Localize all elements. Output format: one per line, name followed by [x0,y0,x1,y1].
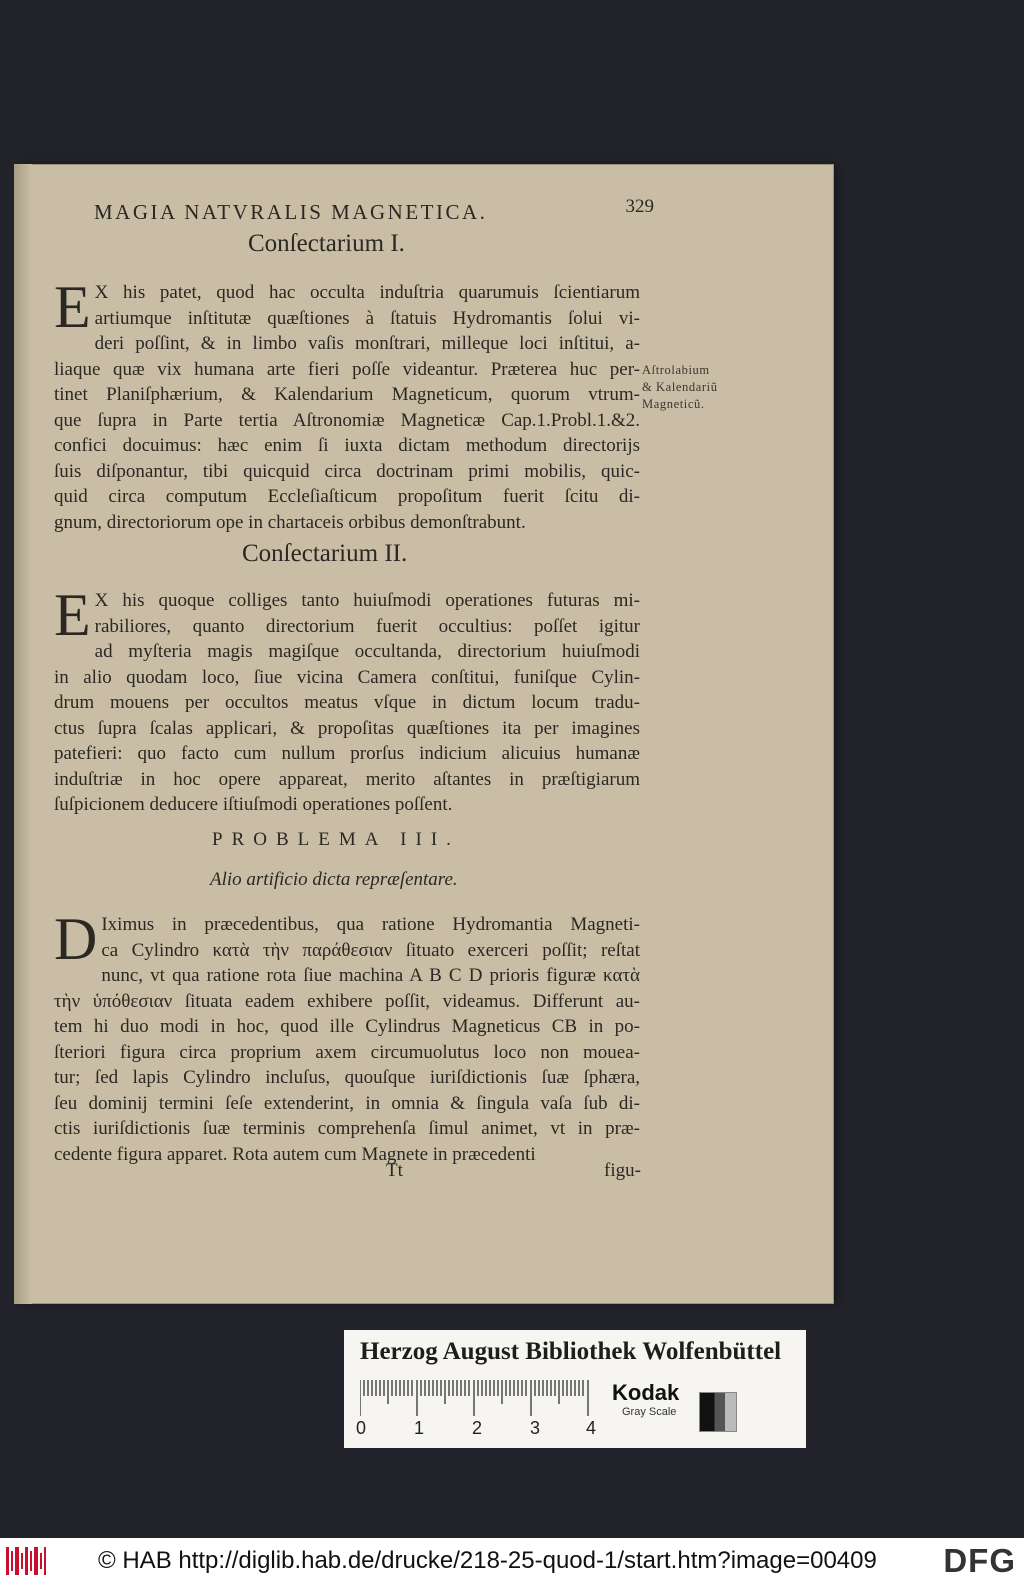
problem-body [54,906,640,1167]
catchword: figu- [604,1160,641,1181]
copyright-link[interactable]: © HAB http://diglib.hab.de/drucke/218-25-quod-1/start.htm?image=00409 [98,1547,877,1574]
footer-bar [0,1538,1024,1582]
ruler-number: 4 [586,1418,597,1438]
text-line: induſtriæ in hoc opere appareat, merito aſtantes in præſtigiarum [54,768,640,790]
text-line: ad myſteria magis magiſque occultanda, directorium huiuſmodi [94,641,640,662]
library-name: Herzog August Bibliothek Wolfenbüttel [360,1338,782,1365]
gray-scale-swatch [699,1392,737,1432]
library-label [344,1330,806,1448]
text-line: deri poſſint, & in limbo vaſis monſtrari, milleque loci inſtitui, a- [94,333,640,354]
text-line: ctis iuriſdictionis ſuæ terminis comprehenſa ſimul animet, vt in præ- [54,1118,640,1139]
signature-mark: Tt [386,1160,403,1181]
ruler-number: 2 [472,1418,483,1438]
section-heading-1: Conſectarium I. [248,230,405,257]
text-line: Iximus in præcedentibus, qua ratione Hydromantia Magneti- [101,914,640,935]
marginal-note [642,362,718,413]
section-2-body [54,582,640,818]
text-line: liaque quæ vix humana arte fieri poſſe videantur. Præterea huc per- [54,358,640,380]
text-line: ſuſpicionem deducere iſtiuſmodi operationes poſſent. [54,794,453,815]
kodak-logo: Kodak [612,1380,680,1405]
drop-cap: E [54,274,91,340]
text-line: τὴν ὑπόθεσιαν ſituata eadem exhibere poſſit, videamus. Differunt au- [54,990,640,1012]
text-line: gnum, directoriorum ope in chartaceis orbibus demonſtrabunt. [54,511,526,533]
dfg-logo: DFG [943,1542,1016,1579]
marginal-note-line: Aſtrolabium [642,363,710,377]
text-line: ctus ſupra ſcalas applicari, & propoſitas quæſtiones ita per imagines [54,717,640,739]
problem-subtitle: Alio artificio dicta repræſentare. [210,869,458,890]
text-line: tinet Planiſphærium, & Kalendarium Magneticum, quorum vtrum- [54,384,640,405]
text-line: tur; ſed lapis Cylindro incluſus, quouſque iuriſdictionis ſuæ ſphæra, [54,1067,640,1088]
ruler-number: 0 [356,1418,367,1438]
text-line: cedente figura apparet. Rota autem cum Magnete in præcedenti [54,1143,536,1165]
text-line: ſeu dominij termini ſeſe extenderint, in omnia & ſingula vaſa ſub di- [54,1092,640,1114]
text-line: in alio quodam loco, ſiue vicina Camera conſtitui, funiſque Cylin- [54,666,640,688]
gray-scale-caption: Gray Scale [622,1406,677,1418]
barcode-icon [6,1547,46,1575]
book-page [14,164,834,1304]
ruler-scale [360,1380,592,1416]
marginal-note-line: Magneticũ. [642,397,705,411]
section-heading-2: Conſectarium II. [242,540,408,567]
drop-cap: E [54,582,91,648]
text-line: artiumque inſtitutæ quæſtiones à ſtatuis Hydromantis ſolui vi- [94,307,640,329]
page-number: 329 [625,196,654,217]
text-line: ſuis diſponantur, tibi quicquid circa doctrinam primi mobilis, quic- [54,460,640,482]
running-head-title: MAGIA NATVRALIS MAGNETICA. [94,200,488,224]
text-line: X his patet, quod hac occulta induſtria quarumuis ſcientiarum [94,282,640,303]
text-line: nunc, vt qua ratione rota ſiue machina A B C D prioris figuræ κατὰ [101,965,640,986]
text-line: X his quoque colliges tanto huiuſmodi operationes futuras mi- [94,590,640,611]
text-line: patefieri: quo facto cum nullum prorſus indicium alicuius humanæ [54,743,640,764]
running-head [94,196,654,225]
text-line: drum mouens per occultos meatus vſque in dictum locum tradu- [54,692,640,713]
text-line: quid circa computum Eccleſiaſticum propoſitum fuerit ſcitu di- [54,486,640,507]
drop-cap: D [54,906,98,972]
text-line: tem hi duo modi in hoc, quod ille Cylindrus Magneticus CB in po- [54,1016,640,1037]
text-line: rabiliores, quanto directorium fuerit occultius: poſſet igitur [94,615,640,637]
ruler-number: 1 [414,1418,425,1438]
text-line: que ſupra in Parte tertia Aſtronomiæ Magneticæ Cap.1.Probl.1.&2. [54,409,640,431]
text-line: ca Cylindro κατὰ τὴν παράθεσιαν ſituato exerceri poſſit; reſtat [101,939,640,961]
marginal-note-line: & Kalendariũ [642,380,718,394]
text-line: ſteriori figura circa proprium axem circumuolutus loco non mouea- [54,1041,640,1063]
section-1-body [54,274,640,535]
text-line: confici docuimus: hæc enim ſi iuxta dictam methodum directorijs [54,435,640,456]
ruler-number: 3 [530,1418,541,1438]
problem-title: PROBLEMA III. [212,829,460,850]
